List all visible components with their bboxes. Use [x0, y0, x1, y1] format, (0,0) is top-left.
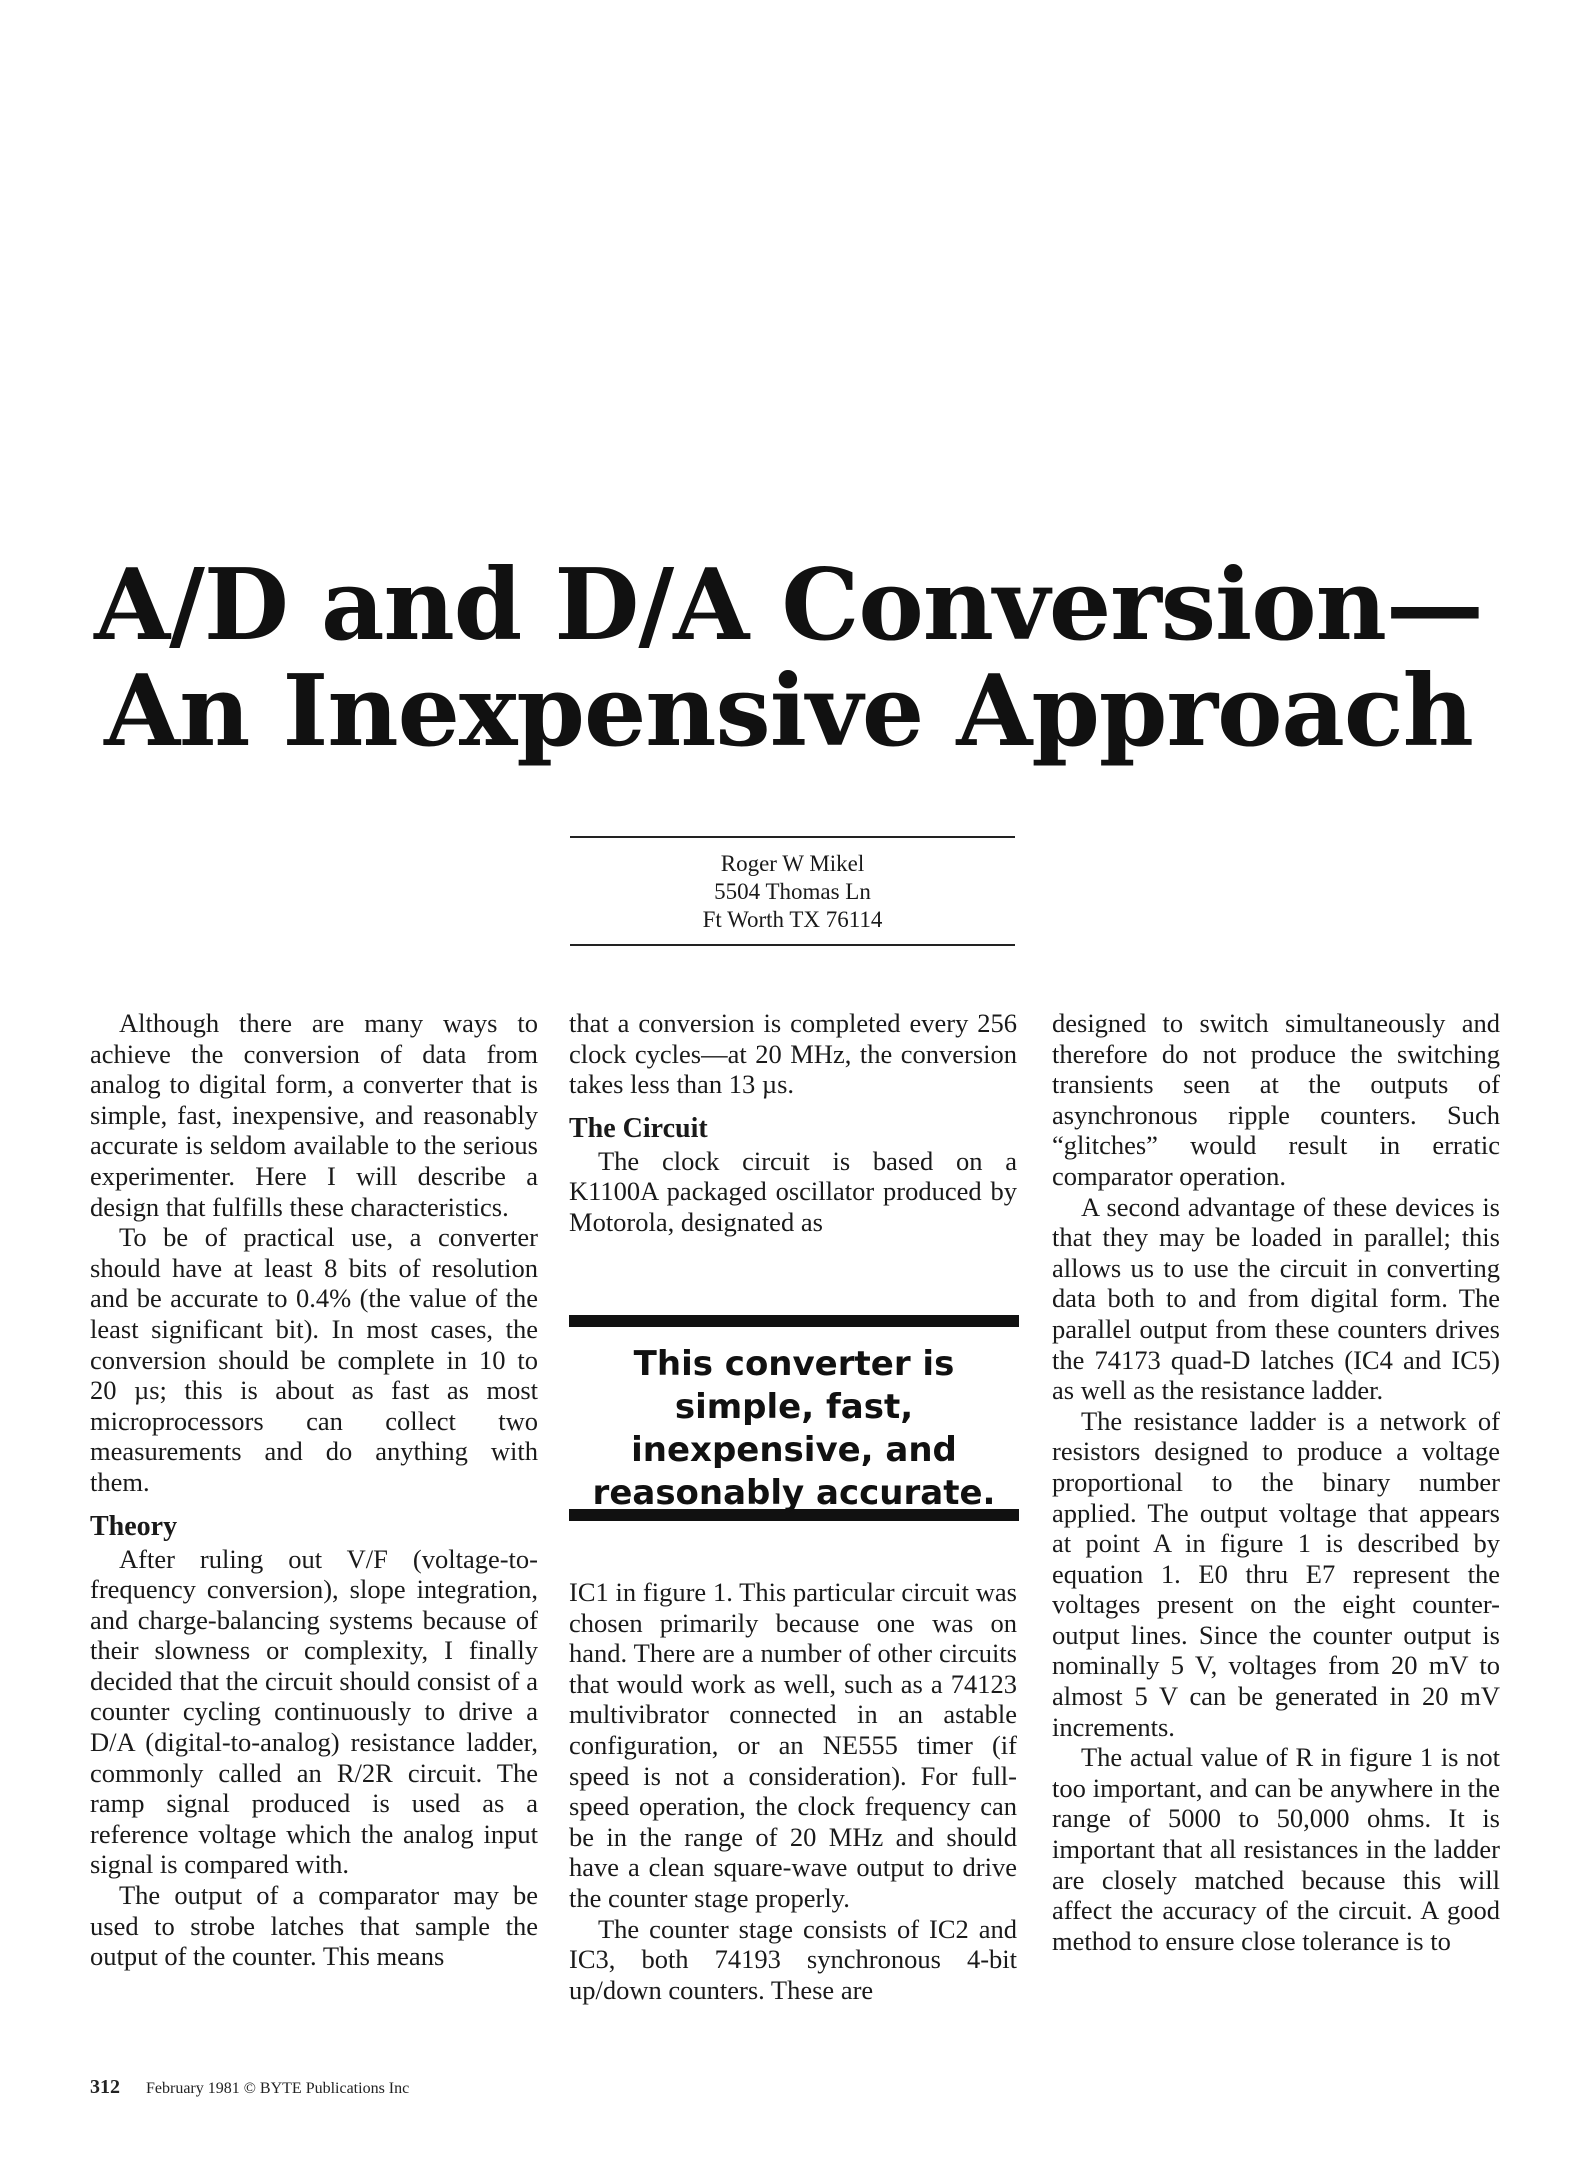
paragraph: The output of a comparator may be used to strobe latches that sample the output of the counter. This means — [90, 1880, 538, 1972]
section-heading-theory: Theory — [90, 1510, 178, 1542]
paragraph: The clock circuit is based on a K1100A packaged oscillator produced by Motorola, designated as — [569, 1145, 1017, 1237]
author-city: Ft Worth TX 76114 — [702, 907, 883, 932]
text-column-2-upper — [569, 1008, 1017, 1238]
paragraph: designed to switch simultaneously and therefore do not produce the switching transients seen at the outputs of asynchronous ripple counters. Such “glitches” would result in erratic comparator operation. — [1052, 1008, 1500, 1191]
text-column-1 — [90, 1008, 538, 1972]
paragraph: IC1 in figure 1. This particular circuit was chosen primarily because one was on hand. There are a number of other circuits that would work as well, such as a 74123 multivibrator connected in an astable configuration, or an NE555 timer (if speed is not a consideration). For full-speed operation, the clock frequency can be in the range of 20 MHz and should have a clean square-wave output to drive the counter stage properly. — [569, 1577, 1017, 1913]
paragraph: The actual value of R in figure 1 is not too important, and can be anywhere in the range of 5000 to 50,000 ohms. It is important that all resistances in the ladder are closely matched because this will affect the accuracy of the circuit. A good method to ensure close tolerance is to — [1052, 1742, 1500, 1956]
author-byline — [570, 836, 1015, 946]
paragraph: The resistance ladder is a network of resistors designed to produce a voltage proportional to the binary number applied. The output voltage that appears at point A in figure 1 is described by equation 1. E0 thru E7 represent the voltages present on the eight counter-output lines. Since the counter output is nominally 5 V, voltages from 20 mV to almost 5 V can be generated in 20 mV increments. — [1052, 1405, 1500, 1742]
page-number: 312 — [90, 2076, 120, 2098]
section-heading-circuit: The Circuit — [569, 1112, 708, 1144]
paragraph: The counter stage consists of IC2 and IC3, both 74193 synchronous 4-bit up/down counters. These are — [569, 1913, 1017, 2005]
title-line-1: A/D and D/A Conversion— — [94, 548, 1483, 663]
author-street: 5504 Thomas Ln — [714, 879, 871, 904]
paragraph: A second advantage of these devices is that they may be loaded in parallel; this allows us to use the circuit in converting data both to and from digital form. The parallel output from these counters drives the 74173 quad-D latches (IC4 and IC5) as well as the resistance ladder. — [1052, 1191, 1500, 1406]
pull-quote: This converter is simple, fast, inexpensive, and reasonably accurate. — [569, 1315, 1019, 1521]
publication-credit: February 1981 © BYTE Publications Inc — [146, 2080, 410, 2097]
page-footer — [90, 2076, 409, 2099]
title-line-2: An Inexpensive Approach — [104, 654, 1473, 769]
author-name: Roger W Mikel — [720, 851, 865, 876]
paragraph: Although there are many ways to achieve the conversion of data from analog to digital form, a converter that is simple, fast, inexpensive, and reasonably accurate is seldom available to the serious experimenter. Here I will describe a design that fulfills these characteristics. — [90, 1008, 538, 1222]
text-column-2-lower — [569, 1577, 1017, 2005]
paragraph: After ruling out V/F (voltage-to-frequency conversion), slope integration, and charge-balancing systems because of their slowness or complexity, I finally decided that the circuit should consist of a counter cycling continuously to drive a D/A (digital-to-analog) resistance ladder, commonly called an R/2R circuit. The ramp signal produced is used as a reference voltage which the analog input signal is compared with. — [90, 1543, 538, 1880]
text-column-3 — [1052, 1008, 1500, 1956]
paragraph: To be of practical use, a converter should have at least 8 bits of resolution and be accurate to 0.4% (the value of the least significant bit). In most cases, the conversion should be complete in 10 to 20 µs; this is about as fast as most microprocessors can collect two measurements and do anything with them. — [90, 1222, 538, 1497]
paragraph: that a conversion is completed every 256 clock cycles—at 20 MHz, the conversion takes less than 13 µs. — [569, 1008, 1017, 1100]
article-title — [0, 548, 1577, 769]
